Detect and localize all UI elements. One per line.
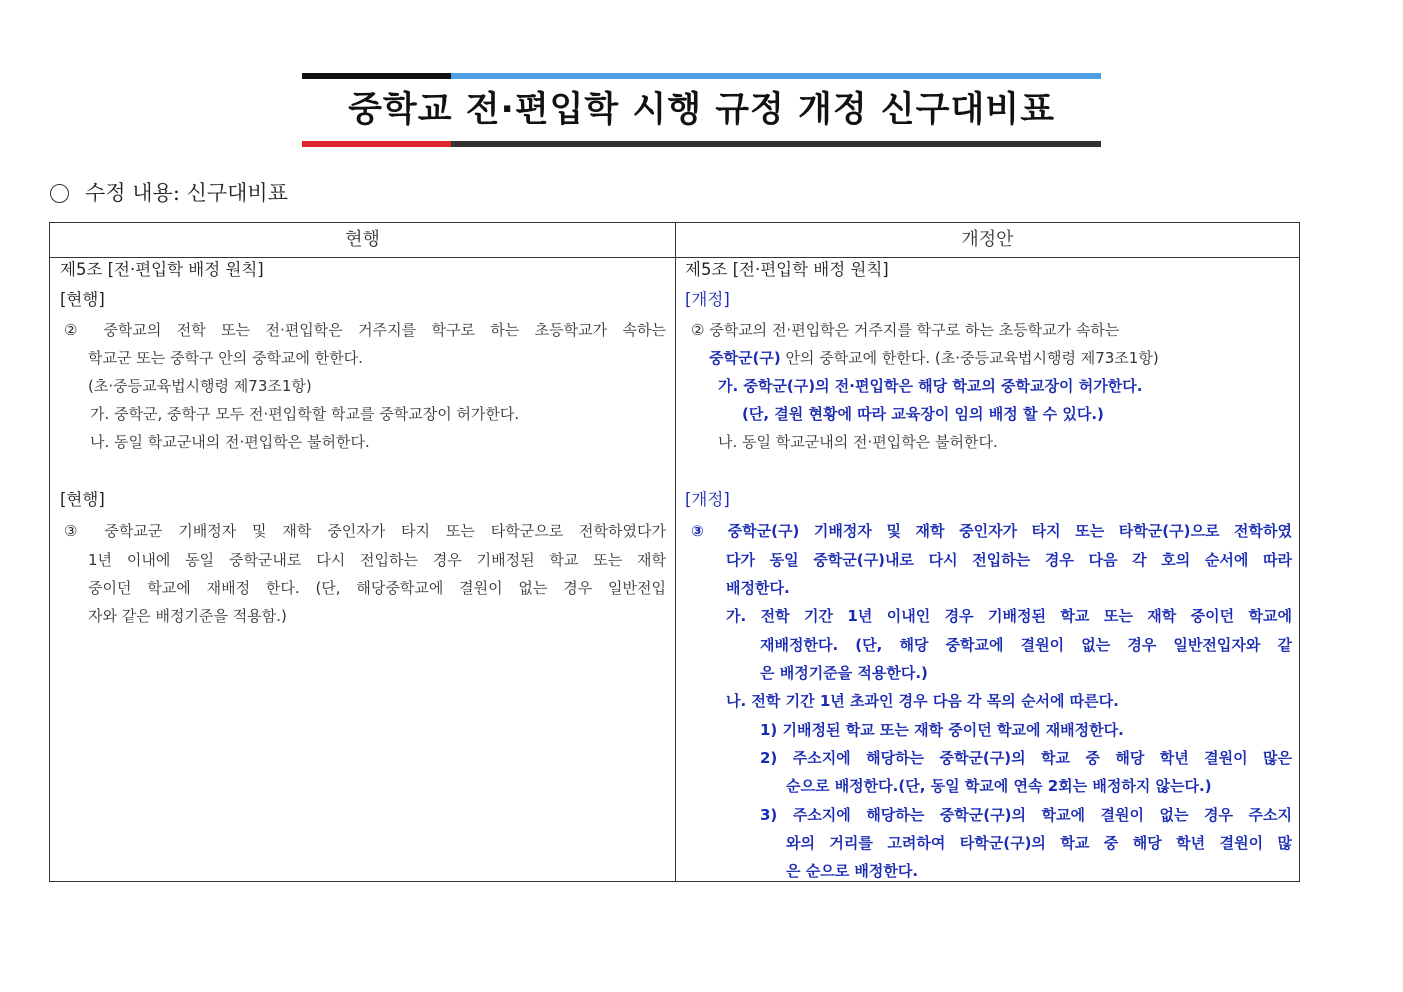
current-p2-na: 나. 동일 학교군내의 전·편입학은 불허한다. — [90, 433, 370, 451]
subheading-text: 수정 내용: 신구대비표 — [85, 181, 288, 205]
revised-label-1: [개정] — [685, 290, 730, 309]
circle-bullet-icon — [50, 184, 69, 203]
revised-p2-line2-rest: 안의 중학교에 한한다. (초·중등교육법시행령 제73조1항) — [780, 349, 1159, 367]
page-title: 중학교 전·편입학 시행 규정 개정 신구대비표 — [348, 90, 1055, 130]
revised-p3-line1: ③ 중학군(구) 기배정자 및 재학 중인자가 타지 또는 타학군(구)으로 전학하였 — [691, 522, 1292, 540]
comparison-table — [49, 222, 1300, 882]
revised-p3-item-3-line1: 3) 주소지에 해당하는 중학군(구)의 학교에 결원이 없는 경우 주소지 — [760, 806, 1292, 824]
revised-p2-line2-highlight: 중학군(구) — [709, 349, 781, 367]
revised-p2-line1: ② 중학교의 전·편입학은 거주지를 학구로 하는 초등학교가 속하는 — [691, 321, 1120, 339]
revised-p3-item-2-line1: 2) 주소지에 해당하는 중학군(구)의 학교 중 해당 학년 결원이 많은 — [760, 749, 1292, 767]
revised-p3-ga-line3: 은 배정기준을 적용한다.) — [760, 664, 928, 682]
revised-p3-na: 나. 전학 기간 1년 초과인 경우 다음 각 목의 순서에 따른다. — [726, 692, 1119, 710]
current-p3-line1: ③ 중학교군 기배정자 및 재학 중인자가 타지 또는 타학군으로 전학하였다가 — [64, 522, 666, 540]
revised-p2-ga-note: (단, 결원 현황에 따라 교육장이 임의 배정 할 수 있다.) — [742, 405, 1104, 423]
title-bar-top-left — [302, 73, 451, 79]
current-label-1: [현행] — [60, 290, 105, 309]
revised-article: 제5조 [전·편입학 배정 원칙] — [685, 260, 889, 279]
revised-p3-ga-line1: 가. 전학 기간 1년 이내인 경우 기배정된 학교 또는 재학 중이던 학교에 — [726, 607, 1292, 625]
current-p2-line1: ② 중학교의 전학 또는 전·편입학은 거주지를 학구로 하는 초등학교가 속하는 — [64, 321, 666, 339]
revised-p3-item-3-line2: 와의 거리를 고려하여 타학군(구)의 학교 중 해당 학년 결원이 많 — [786, 834, 1292, 852]
current-p3-line4: 자와 같은 배정기준을 적용함.) — [88, 607, 287, 625]
title-bar-bottom-left — [302, 141, 451, 147]
header-revised: 개정안 — [961, 229, 1014, 250]
column-divider — [675, 223, 676, 881]
current-p3-line3: 중이던 학교에 재배정 한다. (단, 해당중학교에 결원이 없는 경우 일반전입 — [88, 579, 666, 597]
revised-p3-line2: 다가 동일 중학군(구)내로 다시 전입하는 경우 다음 각 호의 순서에 따라 — [726, 551, 1292, 569]
current-label-2: [현행] — [60, 490, 105, 509]
current-p2-line2: 학교군 또는 중학구 안의 중학교에 한한다. — [88, 349, 363, 367]
revised-p3-item-3-line3: 은 순으로 배정한다. — [786, 862, 919, 880]
title-block — [302, 73, 1101, 147]
title-bar-top-right — [451, 73, 1101, 79]
revised-p2-ga: 가. 중학군(구)의 전·편입학은 해당 학교의 중학교장이 허가한다. — [718, 377, 1143, 395]
header-current: 현행 — [345, 229, 380, 250]
title-bar-bottom-right — [451, 141, 1101, 147]
subheading — [50, 178, 288, 208]
revised-label-2: [개정] — [685, 490, 730, 509]
current-p2-ga: 가. 중학군, 중학구 모두 전·편입학할 학교를 중학교장이 허가한다. — [90, 405, 520, 423]
revised-p3-line3: 배정한다. — [726, 579, 790, 597]
revised-p2-na: 나. 동일 학교군내의 전·편입학은 불허한다. — [718, 433, 998, 451]
revised-p3-ga-line2: 재배정한다. (단, 해당 중학교에 결원이 없는 경우 일반전입자와 같 — [760, 636, 1292, 654]
revised-p3-item-1: 1) 기배정된 학교 또는 재학 중이던 학교에 재배정한다. — [760, 721, 1124, 739]
current-article: 제5조 [전·편입학 배정 원칙] — [60, 260, 264, 279]
revised-p3-item-2-line2: 순으로 배정한다.(단, 동일 학교에 연속 2회는 배정하지 않는다.) — [786, 777, 1212, 795]
current-p2-line3: (초·중등교육법시행령 제73조1항) — [88, 377, 312, 395]
current-p3-line2: 1년 이내에 동일 중학군내로 다시 전입하는 경우 기배정된 학교 또는 재학 — [88, 551, 666, 569]
revised-p2-line2 — [709, 344, 1159, 372]
